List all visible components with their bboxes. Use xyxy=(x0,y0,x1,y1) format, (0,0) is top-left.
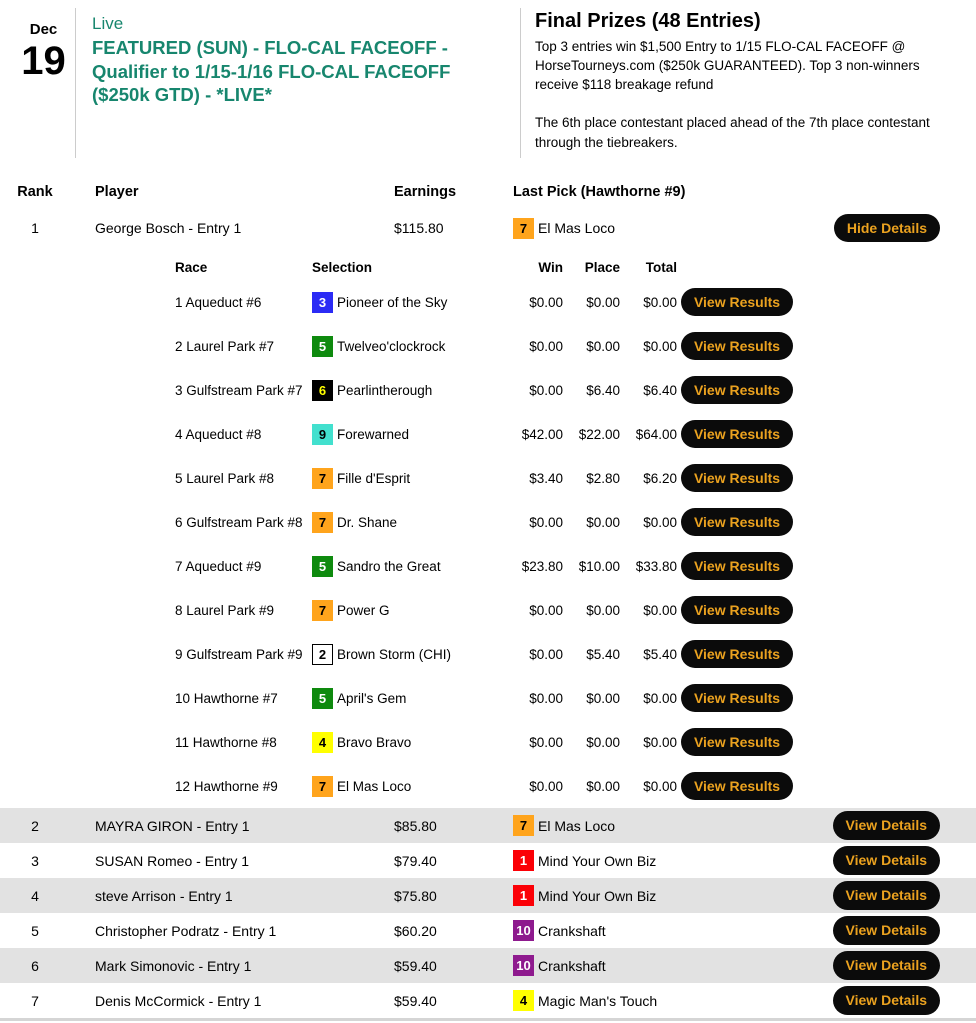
player-name: SUSAN Romeo - Entry 1 xyxy=(95,852,250,869)
last-pick-horse-name: El Mas Loco xyxy=(538,817,616,834)
race-win-amount: $0.00 xyxy=(529,294,563,310)
view-results-button[interactable]: View Results xyxy=(681,728,793,757)
date-month: Dec xyxy=(29,21,58,38)
earnings-value: $59.40 xyxy=(394,957,437,974)
race-place-amount: $0.00 xyxy=(586,514,620,530)
race-rows xyxy=(0,280,976,808)
race-detail-row xyxy=(0,764,976,808)
horse-name: Pearlintherough xyxy=(337,382,433,398)
race-total-amount: $0.00 xyxy=(643,690,677,706)
race-total-amount: $5.40 xyxy=(643,646,677,662)
race-name: 11 Hawthorne #8 xyxy=(175,734,277,750)
race-name: 3 Gulfstream Park #7 xyxy=(175,382,303,398)
player-name: Christopher Podratz - Entry 1 xyxy=(95,922,277,939)
race-total-amount: $0.00 xyxy=(643,294,677,310)
race-win-amount: $0.00 xyxy=(529,602,563,618)
saddle-cloth-number-badge: 5 xyxy=(312,556,333,577)
race-detail-row xyxy=(0,632,976,676)
rank-value: 6 xyxy=(31,957,39,974)
race-details-panel xyxy=(0,254,976,808)
rank-value: 3 xyxy=(31,852,39,869)
race-detail-row xyxy=(0,324,976,368)
race-detail-row xyxy=(0,280,976,324)
saddle-cloth-number-badge: 7 xyxy=(312,776,333,797)
leaderboard xyxy=(0,182,976,1021)
race-place-amount: $0.00 xyxy=(586,778,620,794)
race-selection xyxy=(312,468,497,489)
player-name: George Bosch - Entry 1 xyxy=(95,220,242,236)
race-win-amount: $0.00 xyxy=(529,382,563,398)
race-win-amount: $0.00 xyxy=(529,778,563,794)
race-name: 9 Gulfstream Park #9 xyxy=(175,646,303,662)
view-results-button[interactable]: View Results xyxy=(681,288,793,317)
rank-value: 5 xyxy=(31,922,39,939)
date-day: 19 xyxy=(21,38,66,83)
race-win-amount: $0.00 xyxy=(529,690,563,706)
horse-name: Forewarned xyxy=(337,426,410,442)
tournament-title: FEATURED (SUN) - FLO-CAL FACEOFF - Qualifier to 1/15-1/16 FLO-CAL FACEOFF ($250k GTD) - *LIVE* xyxy=(92,37,451,105)
view-details-button[interactable]: View Details xyxy=(833,986,940,1015)
race-selection xyxy=(312,600,497,621)
view-results-button[interactable]: View Results xyxy=(681,552,793,581)
last-pick xyxy=(505,218,826,239)
rank-value: 2 xyxy=(31,817,39,834)
horse-name: Dr. Shane xyxy=(337,514,398,530)
race-selection xyxy=(312,336,497,357)
leaderboard-rows xyxy=(0,808,976,1018)
horse-name: El Mas Loco xyxy=(337,778,412,794)
race-name: 1 Aqueduct #6 xyxy=(175,294,262,310)
race-name: 8 Laurel Park #9 xyxy=(175,602,275,618)
saddle-cloth-number-badge: 2 xyxy=(312,644,333,665)
view-results-button[interactable]: View Results xyxy=(681,684,793,713)
horse-name: Bravo Bravo xyxy=(337,734,412,750)
view-details-button[interactable]: View Details xyxy=(833,846,940,875)
view-details-button[interactable]: View Details xyxy=(833,951,940,980)
race-place-amount: $10.00 xyxy=(578,558,620,574)
race-detail-row xyxy=(0,588,976,632)
race-place-amount: $0.00 xyxy=(586,690,620,706)
saddle-cloth-number-badge: 1 xyxy=(513,850,534,871)
race-win-amount: $23.80 xyxy=(521,558,563,574)
rank-value: 1 xyxy=(31,220,39,236)
race-place-amount: $0.00 xyxy=(586,338,620,354)
view-results-button[interactable]: View Results xyxy=(681,464,793,493)
race-total-amount: $0.00 xyxy=(643,778,677,794)
saddle-cloth-number-badge: 5 xyxy=(312,336,333,357)
race-win-amount: $42.00 xyxy=(521,426,563,442)
earnings-value: $59.40 xyxy=(394,992,437,1009)
leaderboard-row xyxy=(0,202,976,254)
race-details-column-header xyxy=(0,254,976,280)
race-total-amount: $64.00 xyxy=(635,426,677,442)
tiebreaker-note: The 6th place contestant placed ahead of the 7th place contestant through the tiebreakers. xyxy=(535,115,930,150)
leaderboard-row xyxy=(0,983,976,1018)
player-name: steve Arrison - Entry 1 xyxy=(95,887,233,904)
leaderboard-row xyxy=(0,878,976,913)
last-pick-horse-name: Mind Your Own Biz xyxy=(538,852,657,869)
last-pick xyxy=(505,885,826,906)
last-pick xyxy=(505,850,826,871)
leader-row-expanded-host xyxy=(0,202,976,254)
date-block xyxy=(12,8,75,158)
earnings-value: $60.20 xyxy=(394,922,437,939)
last-pick-horse-name: Crankshaft xyxy=(538,922,606,939)
race-detail-row xyxy=(0,720,976,764)
last-pick-horse-name: Mind Your Own Biz xyxy=(538,887,657,904)
column-header-earnings: Earnings xyxy=(394,184,457,200)
race-name: 5 Laurel Park #8 xyxy=(175,470,275,486)
race-detail-row xyxy=(0,676,976,720)
final-prizes-heading: Final Prizes (48 Entries) xyxy=(535,10,761,32)
column-header-player: Player xyxy=(95,184,139,200)
view-results-button[interactable]: View Results xyxy=(681,640,793,669)
saddle-cloth-number-badge: 7 xyxy=(312,600,333,621)
saddle-cloth-number-badge: 5 xyxy=(312,688,333,709)
page-header xyxy=(0,0,976,158)
saddle-cloth-number-badge: 7 xyxy=(312,512,333,533)
race-selection xyxy=(312,424,497,445)
race-win-amount: $3.40 xyxy=(529,470,563,486)
horse-name: April's Gem xyxy=(337,690,407,706)
saddle-cloth-number-badge: 10 xyxy=(513,920,534,941)
view-results-button[interactable]: View Results xyxy=(681,508,793,537)
last-pick xyxy=(505,920,826,941)
race-selection xyxy=(312,688,497,709)
earnings-value: $115.80 xyxy=(394,220,444,236)
race-selection xyxy=(312,732,497,753)
horse-name: Power G xyxy=(337,602,390,618)
race-win-amount: $0.00 xyxy=(529,514,563,530)
race-total-amount: $0.00 xyxy=(643,338,677,354)
leaderboard-row xyxy=(0,843,976,878)
leaderboard-row xyxy=(0,948,976,983)
view-results-button[interactable]: View Results xyxy=(681,772,793,801)
race-detail-row xyxy=(0,368,976,412)
view-details-button[interactable]: View Details xyxy=(833,881,940,910)
race-detail-row xyxy=(0,544,976,588)
race-detail-row xyxy=(0,500,976,544)
saddle-cloth-number-badge: 7 xyxy=(513,815,534,836)
race-total-amount: $6.20 xyxy=(643,470,677,486)
race-name: 12 Hawthorne #9 xyxy=(175,778,278,794)
race-selection xyxy=(312,512,497,533)
view-results-button[interactable]: View Results xyxy=(681,596,793,625)
column-header-total: Total xyxy=(645,259,677,275)
leaderboard-column-header xyxy=(0,182,976,202)
race-win-amount: $0.00 xyxy=(529,734,563,750)
race-total-amount: $0.00 xyxy=(643,734,677,750)
player-name: MAYRA GIRON - Entry 1 xyxy=(95,817,250,834)
race-selection xyxy=(312,380,497,401)
saddle-cloth-number-badge: 6 xyxy=(312,380,333,401)
race-place-amount: $22.00 xyxy=(578,426,620,442)
column-header-selection: Selection xyxy=(312,259,373,275)
horse-name: Twelveo'clockrock xyxy=(337,338,446,354)
race-name: 2 Laurel Park #7 xyxy=(175,338,275,354)
saddle-cloth-number-badge: 7 xyxy=(312,468,333,489)
column-header-win: Win xyxy=(538,259,563,275)
last-pick-horse-name: Magic Man's Touch xyxy=(538,992,658,1009)
last-pick-horse-name: Crankshaft xyxy=(538,957,606,974)
final-prizes-block xyxy=(520,8,976,158)
race-name: 6 Gulfstream Park #8 xyxy=(175,514,303,530)
race-name: 4 Aqueduct #8 xyxy=(175,426,262,442)
view-details-button[interactable]: View Details xyxy=(833,916,940,945)
player-name: Mark Simonovic - Entry 1 xyxy=(95,957,252,974)
horse-name: Brown Storm (CHI) xyxy=(337,646,452,662)
saddle-cloth-number-badge: 1 xyxy=(513,885,534,906)
race-selection xyxy=(312,644,497,665)
saddle-cloth-number-badge: 4 xyxy=(312,732,333,753)
race-detail-row xyxy=(0,412,976,456)
horse-name: Sandro the Great xyxy=(337,558,441,574)
column-header-race: Race xyxy=(175,259,208,275)
race-place-amount: $0.00 xyxy=(586,602,620,618)
race-detail-row xyxy=(0,456,976,500)
rank-value: 7 xyxy=(31,992,39,1009)
race-total-amount: $6.40 xyxy=(643,382,677,398)
leaderboard-row xyxy=(0,808,976,843)
column-header-last-pick: Last Pick (Hawthorne #9) xyxy=(513,184,686,200)
view-results-button[interactable]: View Results xyxy=(681,376,793,405)
race-selection xyxy=(312,776,497,797)
player-name: Denis McCormick - Entry 1 xyxy=(95,992,262,1009)
column-header-place: Place xyxy=(584,259,620,275)
live-status: Live xyxy=(92,14,124,33)
hide-details-button[interactable]: Hide Details xyxy=(834,214,940,243)
horse-name: Fille d'Esprit xyxy=(337,470,411,486)
earnings-value: $75.80 xyxy=(394,887,437,904)
race-selection xyxy=(312,292,497,313)
prize-description: Top 3 entries win $1,500 Entry to 1/15 FLO-CAL FACEOFF @ HorseTourneys.com ($250k GUARANTEED). Top 3 non-winners receive $118 breakage refund xyxy=(535,39,920,93)
last-pick-horse-name: El Mas Loco xyxy=(538,220,616,236)
last-pick xyxy=(505,815,826,836)
race-total-amount: $0.00 xyxy=(643,602,677,618)
rank-value: 4 xyxy=(31,887,39,904)
race-place-amount: $6.40 xyxy=(586,382,620,398)
race-place-amount: $2.80 xyxy=(586,470,620,486)
saddle-cloth-number-badge: 9 xyxy=(312,424,333,445)
view-results-button[interactable]: View Results xyxy=(681,332,793,361)
race-total-amount: $0.00 xyxy=(643,514,677,530)
horse-name: Pioneer of the Sky xyxy=(337,294,448,310)
leaderboard-row xyxy=(0,913,976,948)
saddle-cloth-number-badge: 4 xyxy=(513,990,534,1011)
earnings-value: $85.80 xyxy=(394,817,437,834)
race-place-amount: $0.00 xyxy=(586,294,620,310)
race-name: 10 Hawthorne #7 xyxy=(175,690,278,706)
last-pick xyxy=(505,990,826,1011)
race-total-amount: $33.80 xyxy=(635,558,677,574)
earnings-value: $79.40 xyxy=(394,852,437,869)
saddle-cloth-number-badge: 10 xyxy=(513,955,534,976)
saddle-cloth-number-badge: 7 xyxy=(513,218,534,239)
last-pick xyxy=(505,955,826,976)
view-details-button[interactable]: View Details xyxy=(833,811,940,840)
tournament-title-block xyxy=(75,8,520,158)
race-win-amount: $0.00 xyxy=(529,646,563,662)
race-name: 7 Aqueduct #9 xyxy=(175,558,262,574)
race-selection xyxy=(312,556,497,577)
race-place-amount: $5.40 xyxy=(586,646,620,662)
race-place-amount: $0.00 xyxy=(586,734,620,750)
race-win-amount: $0.00 xyxy=(529,338,563,354)
view-results-button[interactable]: View Results xyxy=(681,420,793,449)
column-header-rank: Rank xyxy=(17,184,53,200)
saddle-cloth-number-badge: 3 xyxy=(312,292,333,313)
